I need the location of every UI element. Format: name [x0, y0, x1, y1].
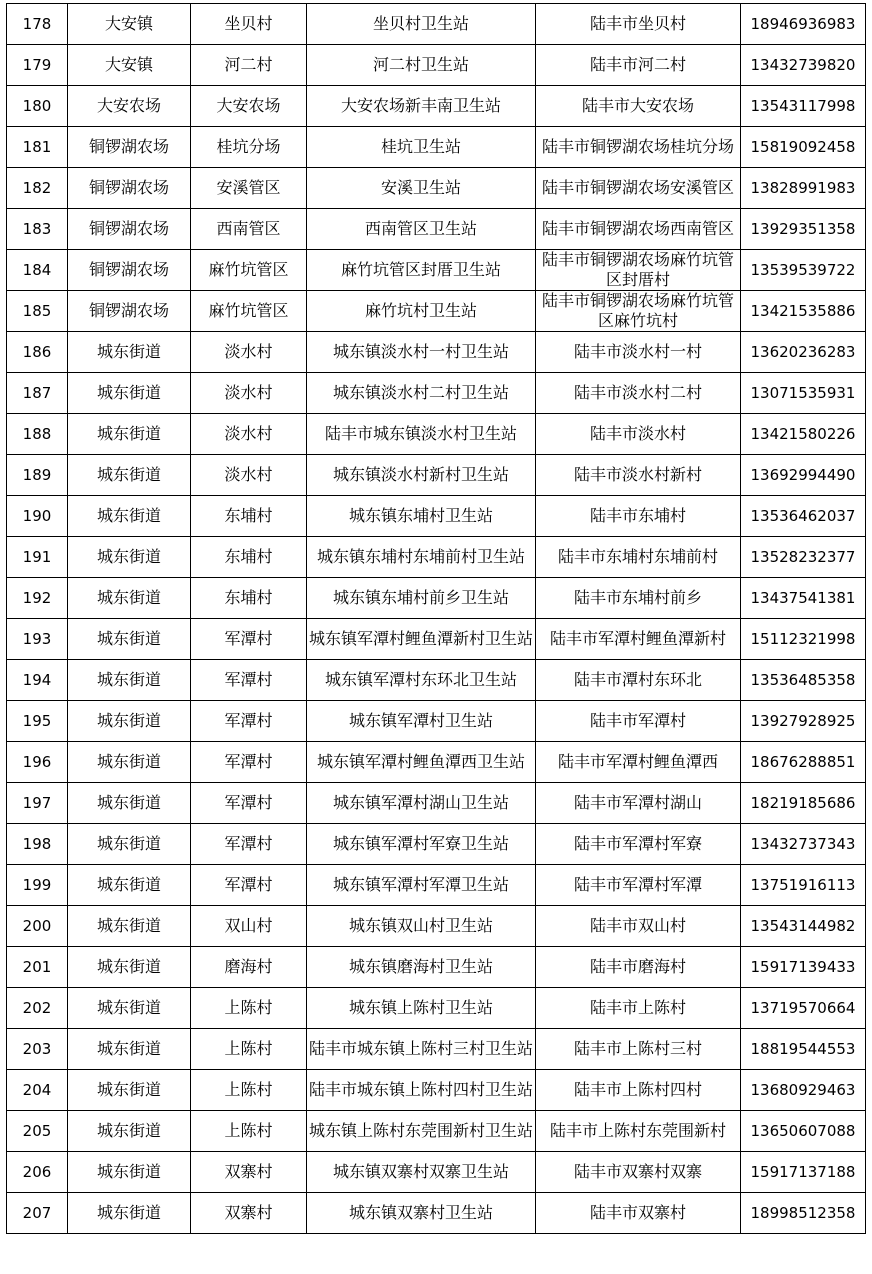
- address-cell: 陆丰市铜锣湖农场麻竹坑管区封厝村: [536, 250, 741, 291]
- town-cell: 城东街道: [68, 537, 191, 578]
- village-cell: 安溪管区: [191, 168, 307, 209]
- phone-cell: 18819544553: [741, 1029, 866, 1070]
- village-cell: 上陈村: [191, 1070, 307, 1111]
- row-number: 192: [7, 578, 68, 619]
- village-cell: 军潭村: [191, 660, 307, 701]
- address-cell: 陆丰市军潭村军寮: [536, 824, 741, 865]
- table-row: [7, 209, 866, 250]
- town-cell: 城东街道: [68, 660, 191, 701]
- station-name-cell: 城东镇军潭村军寮卫生站: [307, 824, 536, 865]
- table-row: [7, 578, 866, 619]
- row-number: 186: [7, 332, 68, 373]
- address-cell: 陆丰市军潭村鲤鱼潭新村: [536, 619, 741, 660]
- address-cell: 陆丰市潭村东环北: [536, 660, 741, 701]
- village-cell: 上陈村: [191, 1111, 307, 1152]
- address-cell: 陆丰市铜锣湖农场桂坑分场: [536, 127, 741, 168]
- village-cell: 麻竹坑管区: [191, 250, 307, 291]
- row-number: 188: [7, 414, 68, 455]
- phone-cell: 18998512358: [741, 1193, 866, 1234]
- row-number: 206: [7, 1152, 68, 1193]
- table-body: [7, 4, 866, 1234]
- phone-cell: 13680929463: [741, 1070, 866, 1111]
- table-row: [7, 496, 866, 537]
- town-cell: 城东街道: [68, 701, 191, 742]
- village-cell: 麻竹坑管区: [191, 291, 307, 332]
- station-name-cell: 城东镇军潭村东环北卫生站: [307, 660, 536, 701]
- row-number: 190: [7, 496, 68, 537]
- phone-cell: 13927928925: [741, 701, 866, 742]
- station-name-cell: 麻竹坑村卫生站: [307, 291, 536, 332]
- village-cell: 河二村: [191, 45, 307, 86]
- table-row: [7, 1070, 866, 1111]
- phone-cell: 13437541381: [741, 578, 866, 619]
- town-cell: 城东街道: [68, 496, 191, 537]
- town-cell: 城东街道: [68, 988, 191, 1029]
- phone-cell: 13929351358: [741, 209, 866, 250]
- row-number: 204: [7, 1070, 68, 1111]
- address-cell: 陆丰市上陈村四村: [536, 1070, 741, 1111]
- table-row: [7, 947, 866, 988]
- row-number: 199: [7, 865, 68, 906]
- station-name-cell: 陆丰市城东镇上陈村四村卫生站: [307, 1070, 536, 1111]
- table-row: [7, 250, 866, 291]
- table-row: [7, 1193, 866, 1234]
- row-number: 187: [7, 373, 68, 414]
- table-row: [7, 1029, 866, 1070]
- phone-cell: 13071535931: [741, 373, 866, 414]
- station-name-cell: 西南管区卫生站: [307, 209, 536, 250]
- town-cell: 城东街道: [68, 578, 191, 619]
- table-row: [7, 988, 866, 1029]
- station-name-cell: 城东镇双寨村卫生站: [307, 1193, 536, 1234]
- station-name-cell: 城东镇东埔村东埔前村卫生站: [307, 537, 536, 578]
- table-row: [7, 1152, 866, 1193]
- station-name-cell: 大安农场新丰南卫生站: [307, 86, 536, 127]
- town-cell: 城东街道: [68, 865, 191, 906]
- phone-cell: 18676288851: [741, 742, 866, 783]
- village-cell: 磨海村: [191, 947, 307, 988]
- phone-cell: 13543144982: [741, 906, 866, 947]
- phone-cell: 13528232377: [741, 537, 866, 578]
- station-name-cell: 城东镇东埔村前乡卫生站: [307, 578, 536, 619]
- address-cell: 陆丰市铜锣湖农场西南管区: [536, 209, 741, 250]
- table-row: [7, 906, 866, 947]
- town-cell: 城东街道: [68, 742, 191, 783]
- address-cell: 陆丰市淡水村一村: [536, 332, 741, 373]
- row-number: 191: [7, 537, 68, 578]
- address-cell: 陆丰市大安农场: [536, 86, 741, 127]
- station-name-cell: 城东镇磨海村卫生站: [307, 947, 536, 988]
- address-cell: 陆丰市淡水村二村: [536, 373, 741, 414]
- village-cell: 淡水村: [191, 373, 307, 414]
- station-name-cell: 城东镇军潭村鲤鱼潭新村卫生站: [307, 619, 536, 660]
- phone-cell: 18219185686: [741, 783, 866, 824]
- address-cell: 陆丰市军潭村军潭: [536, 865, 741, 906]
- station-name-cell: 城东镇军潭村湖山卫生站: [307, 783, 536, 824]
- phone-cell: 13650607088: [741, 1111, 866, 1152]
- row-number: 198: [7, 824, 68, 865]
- phone-cell: 13421580226: [741, 414, 866, 455]
- town-cell: 城东街道: [68, 414, 191, 455]
- town-cell: 城东街道: [68, 824, 191, 865]
- phone-cell: 15917139433: [741, 947, 866, 988]
- phone-cell: 13620236283: [741, 332, 866, 373]
- address-cell: 陆丰市双山村: [536, 906, 741, 947]
- town-cell: 城东街道: [68, 1152, 191, 1193]
- table-row: [7, 168, 866, 209]
- town-cell: 铜锣湖农场: [68, 168, 191, 209]
- address-cell: 陆丰市坐贝村: [536, 4, 741, 45]
- village-cell: 军潭村: [191, 619, 307, 660]
- address-cell: 陆丰市上陈村东莞围新村: [536, 1111, 741, 1152]
- town-cell: 铜锣湖农场: [68, 250, 191, 291]
- town-cell: 城东街道: [68, 373, 191, 414]
- town-cell: 城东街道: [68, 1029, 191, 1070]
- village-cell: 军潭村: [191, 824, 307, 865]
- address-cell: 陆丰市双寨村双寨: [536, 1152, 741, 1193]
- village-cell: 桂坑分场: [191, 127, 307, 168]
- phone-cell: 13421535886: [741, 291, 866, 332]
- station-name-cell: 城东镇淡水村新村卫生站: [307, 455, 536, 496]
- address-cell: 陆丰市河二村: [536, 45, 741, 86]
- village-cell: 军潭村: [191, 742, 307, 783]
- town-cell: 铜锣湖农场: [68, 209, 191, 250]
- village-cell: 军潭村: [191, 701, 307, 742]
- row-number: 185: [7, 291, 68, 332]
- table-row: [7, 865, 866, 906]
- town-cell: 城东街道: [68, 783, 191, 824]
- phone-cell: 13432737343: [741, 824, 866, 865]
- row-number: 189: [7, 455, 68, 496]
- address-cell: 陆丰市上陈村: [536, 988, 741, 1029]
- station-name-cell: 陆丰市城东镇淡水村卫生站: [307, 414, 536, 455]
- town-cell: 城东街道: [68, 455, 191, 496]
- station-name-cell: 城东镇军潭村卫生站: [307, 701, 536, 742]
- clinic-table: [6, 3, 866, 1234]
- village-cell: 大安农场: [191, 86, 307, 127]
- village-cell: 双寨村: [191, 1152, 307, 1193]
- station-name-cell: 城东镇淡水村二村卫生站: [307, 373, 536, 414]
- row-number: 194: [7, 660, 68, 701]
- address-cell: 陆丰市磨海村: [536, 947, 741, 988]
- row-number: 200: [7, 906, 68, 947]
- town-cell: 城东街道: [68, 619, 191, 660]
- village-cell: 淡水村: [191, 455, 307, 496]
- station-name-cell: 麻竹坑管区封厝卫生站: [307, 250, 536, 291]
- address-cell: 陆丰市淡水村: [536, 414, 741, 455]
- station-name-cell: 城东镇军潭村鲤鱼潭西卫生站: [307, 742, 536, 783]
- row-number: 181: [7, 127, 68, 168]
- village-cell: 上陈村: [191, 988, 307, 1029]
- phone-cell: 15112321998: [741, 619, 866, 660]
- station-name-cell: 城东镇上陈村东莞围新村卫生站: [307, 1111, 536, 1152]
- station-name-cell: 城东镇双寨村双寨卫生站: [307, 1152, 536, 1193]
- town-cell: 铜锣湖农场: [68, 291, 191, 332]
- village-cell: 军潭村: [191, 783, 307, 824]
- row-number: 205: [7, 1111, 68, 1152]
- town-cell: 铜锣湖农场: [68, 127, 191, 168]
- town-cell: 城东街道: [68, 906, 191, 947]
- town-cell: 大安农场: [68, 86, 191, 127]
- table-row: [7, 660, 866, 701]
- address-cell: 陆丰市东埔村前乡: [536, 578, 741, 619]
- address-cell: 陆丰市上陈村三村: [536, 1029, 741, 1070]
- village-cell: 东埔村: [191, 578, 307, 619]
- village-cell: 西南管区: [191, 209, 307, 250]
- station-name-cell: 城东镇东埔村卫生站: [307, 496, 536, 537]
- phone-cell: 13536485358: [741, 660, 866, 701]
- address-cell: 陆丰市双寨村: [536, 1193, 741, 1234]
- table-row: [7, 1111, 866, 1152]
- phone-cell: 15819092458: [741, 127, 866, 168]
- table-row: [7, 4, 866, 45]
- station-name-cell: 河二村卫生站: [307, 45, 536, 86]
- row-number: 182: [7, 168, 68, 209]
- phone-cell: 13539539722: [741, 250, 866, 291]
- address-cell: 陆丰市军潭村鲤鱼潭西: [536, 742, 741, 783]
- village-cell: 双山村: [191, 906, 307, 947]
- station-name-cell: 城东镇双山村卫生站: [307, 906, 536, 947]
- row-number: 197: [7, 783, 68, 824]
- address-cell: 陆丰市东埔村东埔前村: [536, 537, 741, 578]
- table-row: [7, 291, 866, 332]
- table-row: [7, 373, 866, 414]
- station-name-cell: 陆丰市城东镇上陈村三村卫生站: [307, 1029, 536, 1070]
- phone-cell: 13536462037: [741, 496, 866, 537]
- address-cell: 陆丰市铜锣湖农场麻竹坑管区麻竹坑村: [536, 291, 741, 332]
- phone-cell: 15917137188: [741, 1152, 866, 1193]
- table-row: [7, 537, 866, 578]
- village-cell: 双寨村: [191, 1193, 307, 1234]
- village-cell: 淡水村: [191, 332, 307, 373]
- table-row: [7, 742, 866, 783]
- row-number: 202: [7, 988, 68, 1029]
- phone-cell: 13432739820: [741, 45, 866, 86]
- row-number: 183: [7, 209, 68, 250]
- town-cell: 城东街道: [68, 1070, 191, 1111]
- address-cell: 陆丰市铜锣湖农场安溪管区: [536, 168, 741, 209]
- row-number: 203: [7, 1029, 68, 1070]
- table-row: [7, 414, 866, 455]
- village-cell: 坐贝村: [191, 4, 307, 45]
- row-number: 178: [7, 4, 68, 45]
- row-number: 179: [7, 45, 68, 86]
- town-cell: 大安镇: [68, 4, 191, 45]
- town-cell: 城东街道: [68, 1193, 191, 1234]
- station-name-cell: 坐贝村卫生站: [307, 4, 536, 45]
- row-number: 195: [7, 701, 68, 742]
- row-number: 184: [7, 250, 68, 291]
- address-cell: 陆丰市军潭村: [536, 701, 741, 742]
- station-name-cell: 城东镇上陈村卫生站: [307, 988, 536, 1029]
- village-cell: 东埔村: [191, 496, 307, 537]
- station-name-cell: 城东镇军潭村军潭卫生站: [307, 865, 536, 906]
- phone-cell: 13751916113: [741, 865, 866, 906]
- table-row: [7, 783, 866, 824]
- phone-cell: 13828991983: [741, 168, 866, 209]
- phone-cell: 13692994490: [741, 455, 866, 496]
- phone-cell: 18946936983: [741, 4, 866, 45]
- row-number: 196: [7, 742, 68, 783]
- village-cell: 东埔村: [191, 537, 307, 578]
- station-name-cell: 城东镇淡水村一村卫生站: [307, 332, 536, 373]
- address-cell: 陆丰市淡水村新村: [536, 455, 741, 496]
- village-cell: 淡水村: [191, 414, 307, 455]
- table-row: [7, 127, 866, 168]
- town-cell: 城东街道: [68, 332, 191, 373]
- row-number: 201: [7, 947, 68, 988]
- row-number: 207: [7, 1193, 68, 1234]
- table-row: [7, 824, 866, 865]
- town-cell: 城东街道: [68, 1111, 191, 1152]
- station-name-cell: 安溪卫生站: [307, 168, 536, 209]
- village-cell: 上陈村: [191, 1029, 307, 1070]
- table-row: [7, 86, 866, 127]
- table-row: [7, 701, 866, 742]
- table-row: [7, 332, 866, 373]
- village-cell: 军潭村: [191, 865, 307, 906]
- row-number: 180: [7, 86, 68, 127]
- row-number: 193: [7, 619, 68, 660]
- table-row: [7, 455, 866, 496]
- station-name-cell: 桂坑卫生站: [307, 127, 536, 168]
- table-row: [7, 45, 866, 86]
- address-cell: 陆丰市东埔村: [536, 496, 741, 537]
- table-row: [7, 619, 866, 660]
- town-cell: 大安镇: [68, 45, 191, 86]
- address-cell: 陆丰市军潭村湖山: [536, 783, 741, 824]
- phone-cell: 13543117998: [741, 86, 866, 127]
- town-cell: 城东街道: [68, 947, 191, 988]
- phone-cell: 13719570664: [741, 988, 866, 1029]
